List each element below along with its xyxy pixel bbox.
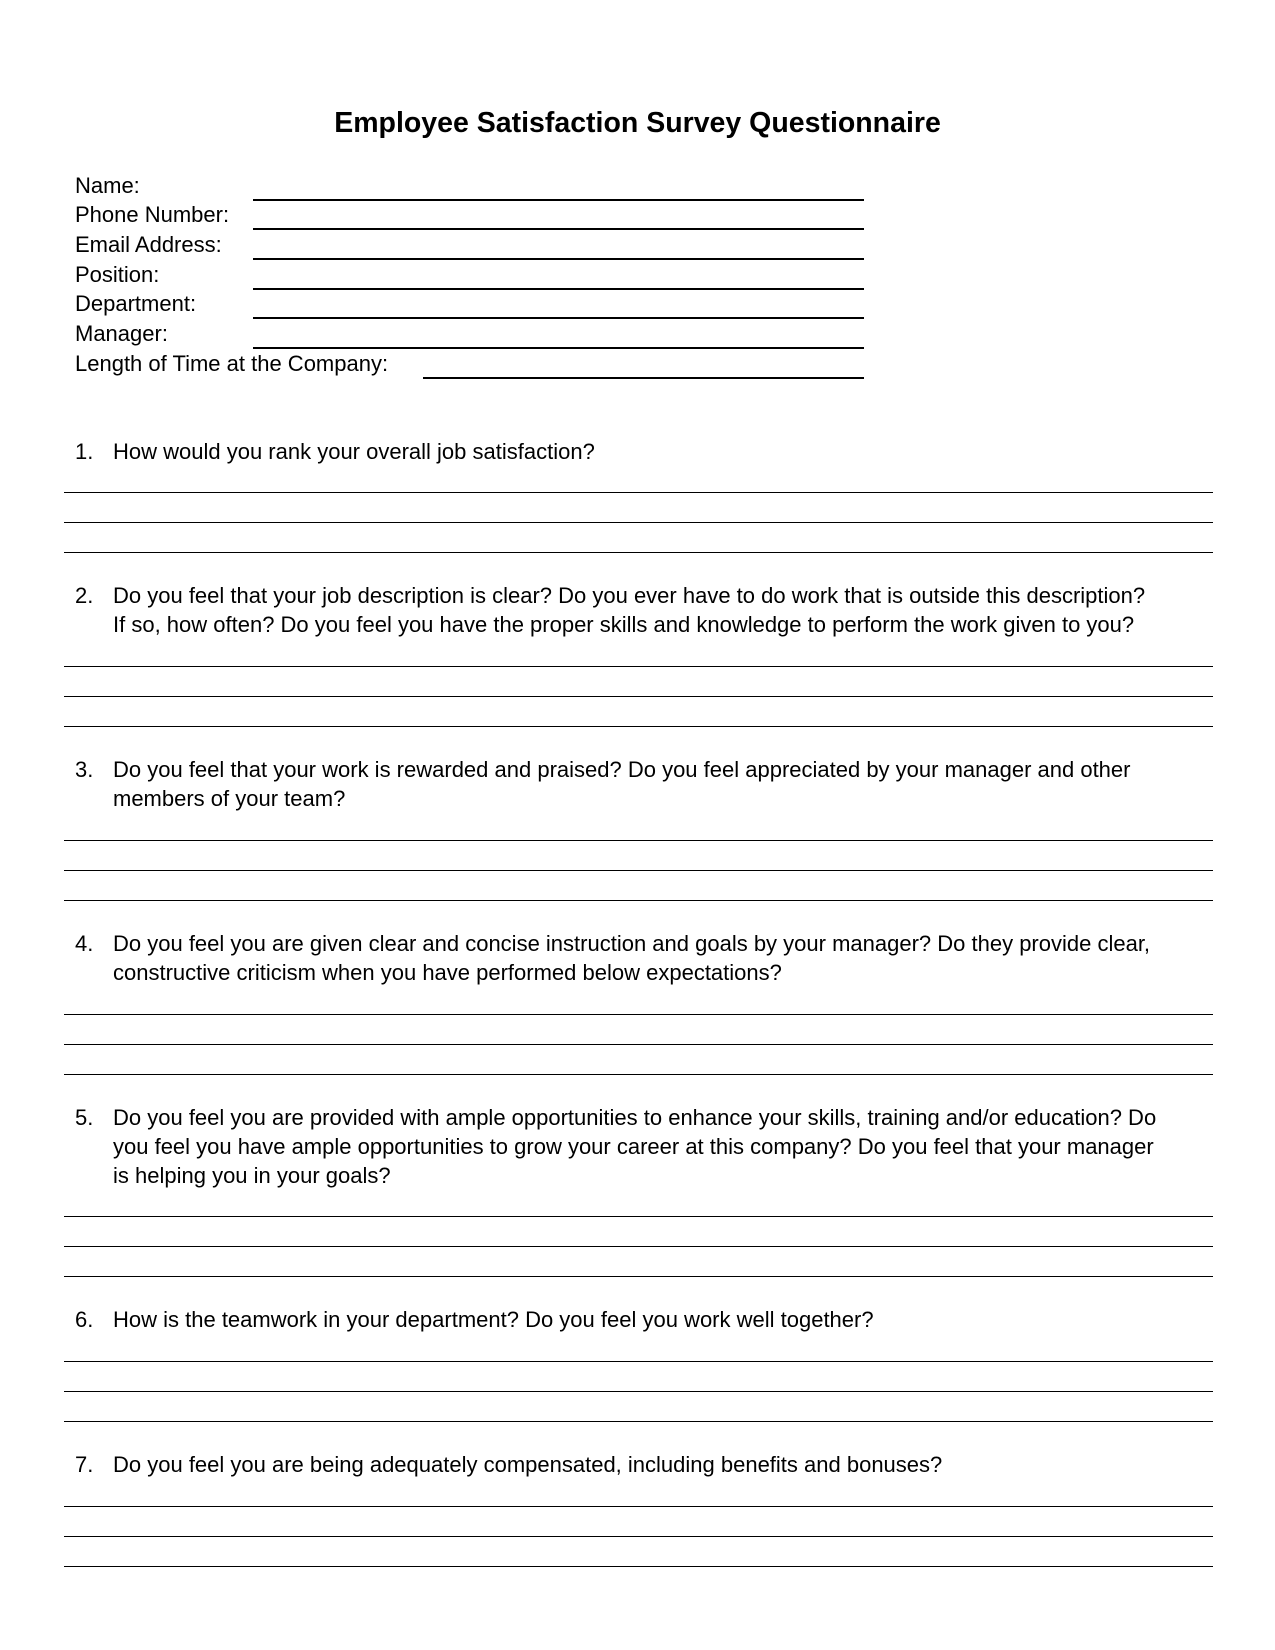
- answer-line[interactable]: [64, 726, 1213, 727]
- question-number: 2.: [75, 583, 94, 608]
- position-label: Position:: [75, 262, 160, 287]
- answer-line[interactable]: [64, 1361, 1213, 1362]
- email-field[interactable]: [253, 258, 864, 260]
- answer-line[interactable]: [64, 696, 1213, 697]
- answer-line[interactable]: [64, 1391, 1213, 1392]
- question-text: [113, 1450, 1218, 1479]
- question-number: 1.: [75, 439, 94, 464]
- answer-line[interactable]: [64, 1566, 1213, 1567]
- answer-line[interactable]: [64, 666, 1213, 667]
- tenure-label: Length of Time at the Company:: [75, 351, 389, 376]
- department-field[interactable]: [253, 317, 864, 319]
- question-line: members of your team?: [113, 786, 346, 811]
- question-line: Do you feel you are given clear and concise instruction and goals by your manager? Do they provide clear,: [113, 931, 1151, 956]
- question-line: constructive criticism when you have performed below expectations?: [113, 960, 782, 985]
- tenure-field[interactable]: [423, 377, 864, 379]
- answer-line[interactable]: [64, 1276, 1213, 1277]
- question-line: Do you feel that your work is rewarded and praised? Do you feel appreciated by your manager and other: [113, 757, 1131, 782]
- question-text: [113, 929, 1218, 987]
- question-line: you feel you have ample opportunities to grow your career at this company? Do you feel that your manager: [113, 1134, 1154, 1159]
- question-number: 6.: [75, 1307, 94, 1332]
- answer-line[interactable]: [64, 870, 1213, 871]
- question-line: Do you feel that your job description is clear? Do you ever have to do work that is outside this description?: [113, 583, 1146, 608]
- answer-line[interactable]: [64, 1014, 1213, 1015]
- manager-field[interactable]: [253, 347, 864, 349]
- answer-line[interactable]: [64, 1246, 1213, 1247]
- answer-line[interactable]: [64, 1506, 1213, 1507]
- question-line: If so, how often? Do you feel you have the proper skills and knowledge to perform the work given to you?: [113, 612, 1135, 637]
- answer-line[interactable]: [64, 840, 1213, 841]
- manager-label: Manager:: [75, 321, 168, 346]
- phone-field[interactable]: [253, 228, 864, 230]
- question-number: 7.: [75, 1452, 94, 1477]
- question-text: [113, 1305, 1218, 1334]
- question-text: [113, 755, 1218, 813]
- answer-line[interactable]: [64, 1044, 1213, 1045]
- name-field[interactable]: [253, 199, 864, 201]
- question-line: is helping you in your goals?: [113, 1163, 391, 1188]
- answer-line[interactable]: [64, 1216, 1213, 1217]
- answer-line[interactable]: [64, 1536, 1213, 1537]
- question-number: 3.: [75, 757, 94, 782]
- phone-label: Phone Number:: [75, 202, 230, 227]
- email-label: Email Address:: [75, 232, 222, 257]
- department-label: Department:: [75, 291, 197, 316]
- page-title: Employee Satisfaction Survey Questionnaire: [334, 107, 941, 139]
- question-text: [113, 581, 1218, 639]
- name-label: Name:: [75, 173, 140, 198]
- position-field[interactable]: [253, 288, 864, 290]
- answer-line[interactable]: [64, 492, 1213, 493]
- question-line: How is the teamwork in your department? Do you feel you work well together?: [113, 1307, 874, 1332]
- answer-line[interactable]: [64, 1421, 1213, 1422]
- question-text: [113, 437, 1218, 466]
- answer-line[interactable]: [64, 1074, 1213, 1075]
- question-number: 5.: [75, 1105, 94, 1130]
- answer-line[interactable]: [64, 900, 1213, 901]
- question-number: 4.: [75, 931, 94, 956]
- question-line: How would you rank your overall job satisfaction?: [113, 439, 595, 464]
- question-line: Do you feel you are provided with ample opportunities to enhance your skills, training and/or education? Do: [113, 1105, 1157, 1130]
- answer-line[interactable]: [64, 552, 1213, 553]
- question-text: [113, 1103, 1218, 1190]
- question-line: Do you feel you are being adequately compensated, including benefits and bonuses?: [113, 1452, 943, 1477]
- answer-line[interactable]: [64, 522, 1213, 523]
